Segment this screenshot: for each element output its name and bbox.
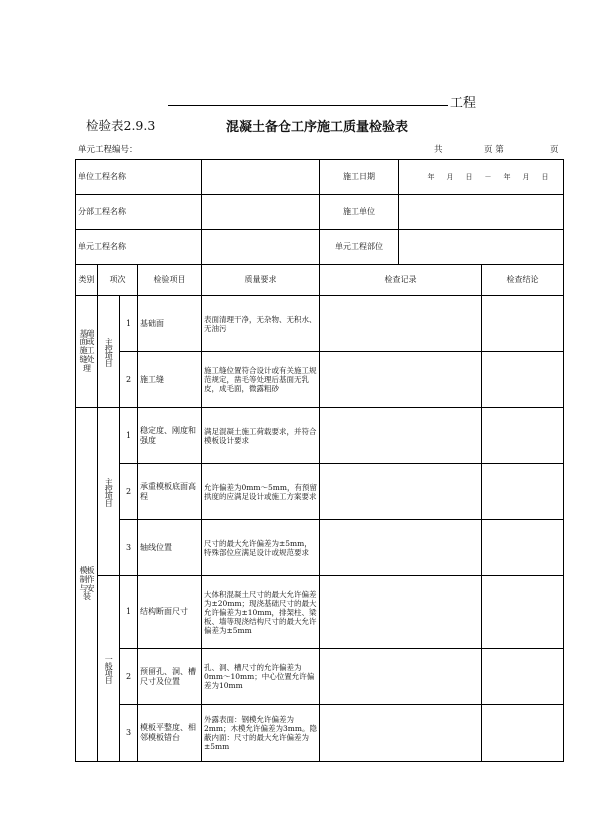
sub-project-name-field[interactable] bbox=[202, 195, 320, 230]
quality-requirement: 大体积混凝土尺寸的最大允许偏差为±20mm；现浇基础尺寸的最大允许偏差为±10mm，排架柱、梁板、墙等现浇结构尺寸的最大允许偏差为±5mm bbox=[202, 576, 320, 649]
form-number: 检验表2.9.3 bbox=[86, 118, 156, 133]
row-no: 1 bbox=[120, 576, 138, 649]
record-field[interactable] bbox=[320, 705, 482, 762]
date-day-end: 日 bbox=[541, 172, 549, 181]
record-field[interactable] bbox=[320, 352, 482, 408]
project-name-line[interactable] bbox=[168, 104, 448, 106]
construction-unit-label: 施工单位 bbox=[320, 195, 399, 229]
quality-requirement: 孔、洞、槽尺寸的允许偏差为0mm～10mm；中心位置允许偏差为10mm bbox=[202, 649, 320, 705]
group-foundation-main-control: 主控项目 bbox=[98, 296, 120, 408]
group-formwork-general: 一般项目 bbox=[98, 576, 120, 762]
check-item: 基础面 bbox=[138, 296, 202, 352]
unit-project-name2-label: 单元工程名称 bbox=[76, 230, 202, 265]
project-suffix: 工程 bbox=[450, 96, 477, 111]
check-item: 稳定度、刚度和强度 bbox=[138, 408, 202, 464]
row-no: 1 bbox=[120, 296, 138, 352]
date-day-start: 日 bbox=[465, 172, 473, 181]
quality-requirement: 表面清理干净，无杂物、无积水、无油污 bbox=[202, 296, 320, 352]
quality-requirement: 外露表面：钢模允许偏差为2mm；木模允许偏差为3mm。隐蔽内面：尺寸的最大允许偏差为±5mm bbox=[202, 705, 320, 762]
record-field[interactable] bbox=[320, 649, 482, 705]
quality-requirement: 满足混凝土施工荷载要求，并符合模板设计要求 bbox=[202, 408, 320, 464]
construction-unit-subtable bbox=[320, 195, 563, 229]
conclusion-field[interactable] bbox=[482, 296, 564, 352]
unit-project-location-label: 单元工程部位 bbox=[320, 230, 399, 264]
row-no: 2 bbox=[120, 464, 138, 520]
date-dash: － bbox=[484, 172, 492, 181]
col-item-no: 项次 bbox=[98, 265, 138, 296]
check-item: 承重模板底面高程 bbox=[138, 464, 202, 520]
page-title: 混凝土备仓工序施工质量检验表 bbox=[226, 120, 409, 135]
conclusion-field[interactable] bbox=[482, 649, 564, 705]
record-field[interactable] bbox=[320, 464, 482, 520]
date-subtable bbox=[320, 160, 563, 194]
col-quality-req: 质量要求 bbox=[202, 265, 320, 296]
check-item: 施工缝 bbox=[138, 352, 202, 408]
col-record: 检查记录 bbox=[320, 265, 482, 296]
date-row-cell bbox=[320, 160, 564, 195]
unit-project-name-field[interactable] bbox=[202, 160, 320, 195]
record-field[interactable] bbox=[320, 576, 482, 649]
conclusion-field[interactable] bbox=[482, 576, 564, 649]
sub-project-name-label: 分部工程名称 bbox=[76, 195, 202, 230]
page-label: 页 第 bbox=[484, 145, 504, 155]
conclusion-field[interactable] bbox=[482, 520, 564, 576]
row-no: 1 bbox=[120, 408, 138, 464]
group-foundation: 基础面或施工缝处理 bbox=[76, 296, 98, 408]
check-item: 模板平整度、相邻模板错台 bbox=[138, 705, 202, 762]
col-conclusion: 检查结论 bbox=[482, 265, 564, 296]
conclusion-field[interactable] bbox=[482, 464, 564, 520]
record-field[interactable] bbox=[320, 408, 482, 464]
unit-project-location-subtable bbox=[320, 230, 563, 264]
check-item: 预留孔、洞、槽尺寸及位置 bbox=[138, 649, 202, 705]
unit-project-location-field[interactable] bbox=[399, 230, 564, 264]
inspection-table bbox=[75, 159, 564, 762]
col-check-item: 检验项目 bbox=[138, 265, 202, 296]
page-total-label: 共 bbox=[434, 145, 443, 155]
unit-project-name2-field[interactable] bbox=[202, 230, 320, 265]
unit-code-label: 单元工程编号： bbox=[78, 145, 138, 155]
unit-project-name-label: 单位工程名称 bbox=[76, 160, 202, 195]
construction-unit-cell bbox=[320, 195, 564, 230]
date-year-start: 年 bbox=[427, 172, 435, 181]
quality-requirement: 施工缝位置符合设计或有关施工规范规定，凿毛等处理后基面无乳皮，成毛面，微露粗砂 bbox=[202, 352, 320, 408]
group-formwork-main-control: 主控项目 bbox=[98, 408, 120, 576]
page-end-label: 页 bbox=[550, 145, 559, 155]
check-item: 结构断面尺寸 bbox=[138, 576, 202, 649]
row-no: 2 bbox=[120, 649, 138, 705]
date-month-start: 月 bbox=[446, 172, 454, 181]
check-item: 轴线位置 bbox=[138, 520, 202, 576]
construction-date-label: 施工日期 bbox=[320, 160, 399, 194]
record-field[interactable] bbox=[320, 296, 482, 352]
row-no: 3 bbox=[120, 705, 138, 762]
construction-unit-field[interactable] bbox=[399, 195, 564, 229]
record-field[interactable] bbox=[320, 520, 482, 576]
quality-requirement: 允许偏差为0mm～5mm，有预留拱度的应满足设计或施工方案要求 bbox=[202, 464, 320, 520]
row-no: 2 bbox=[120, 352, 138, 408]
unit-project-location-cell bbox=[320, 230, 564, 265]
date-month-end: 月 bbox=[522, 172, 530, 181]
quality-requirement: 尺寸的最大允许偏差为±5mm，特殊部位应满足设计或规范要求 bbox=[202, 520, 320, 576]
date-year-end: 年 bbox=[503, 172, 511, 181]
group-formwork: 模板制作与安装 bbox=[76, 408, 98, 762]
conclusion-field[interactable] bbox=[482, 705, 564, 762]
conclusion-field[interactable] bbox=[482, 352, 564, 408]
date-range-field[interactable] bbox=[399, 160, 564, 194]
row-no: 3 bbox=[120, 520, 138, 576]
conclusion-field[interactable] bbox=[482, 408, 564, 464]
col-category: 类别 bbox=[76, 265, 98, 296]
